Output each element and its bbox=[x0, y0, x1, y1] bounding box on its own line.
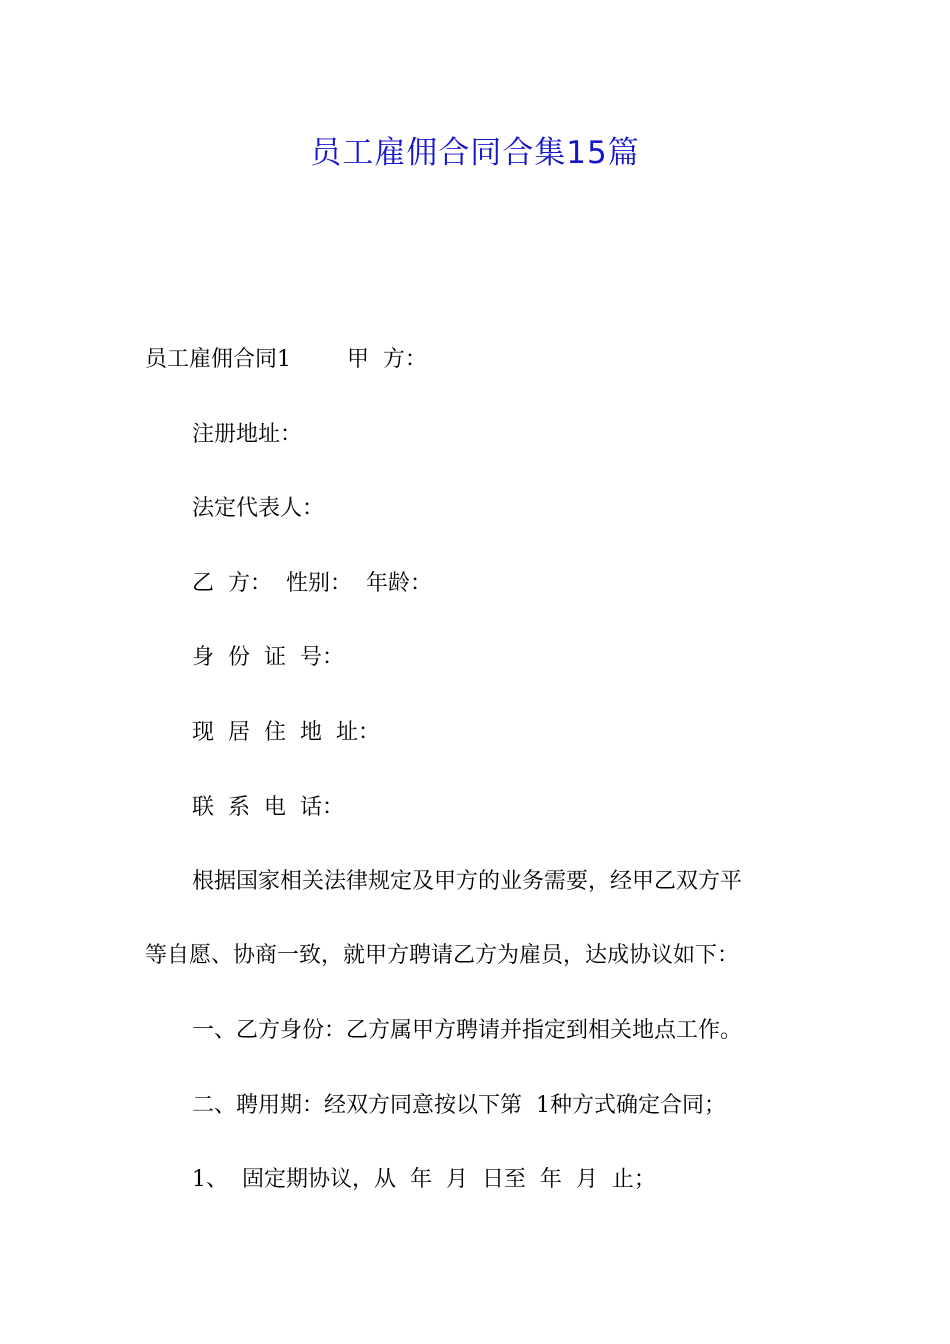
clause-2-line: 二、聘用期：经双方同意按以下第 1种方式确定合同； bbox=[192, 1093, 726, 1118]
residence-address-line: 现 居 住 地 址： bbox=[192, 720, 380, 745]
party-b-line: 乙 方： 性别： 年龄： bbox=[192, 571, 432, 596]
clause-2-item-1-line: 1、 固定期协议，从 年 月 日至 年 月 止； bbox=[192, 1167, 656, 1192]
preamble-line-1: 根据国家相关法律规定及甲方的业务需要，经甲乙双方平 bbox=[192, 869, 743, 894]
id-number-line: 身 份 证 号： bbox=[192, 645, 344, 670]
document-title: 员工雇佣合同合集15篇 bbox=[310, 135, 640, 171]
legal-representative-line: 法定代表人： bbox=[192, 496, 325, 521]
contract-heading-line: 员工雇佣合同1 甲 方： bbox=[145, 347, 427, 372]
phone-line: 联 系 电 话： bbox=[192, 795, 344, 820]
clause-1-line: 一、乙方身份：乙方属甲方聘请并指定到相关地点工作。 bbox=[192, 1018, 743, 1043]
registered-address-line: 注册地址： bbox=[192, 422, 303, 447]
preamble-line-2: 等自愿、协商一致，就甲方聘请乙方为雇员，达成协议如下： bbox=[145, 943, 740, 968]
